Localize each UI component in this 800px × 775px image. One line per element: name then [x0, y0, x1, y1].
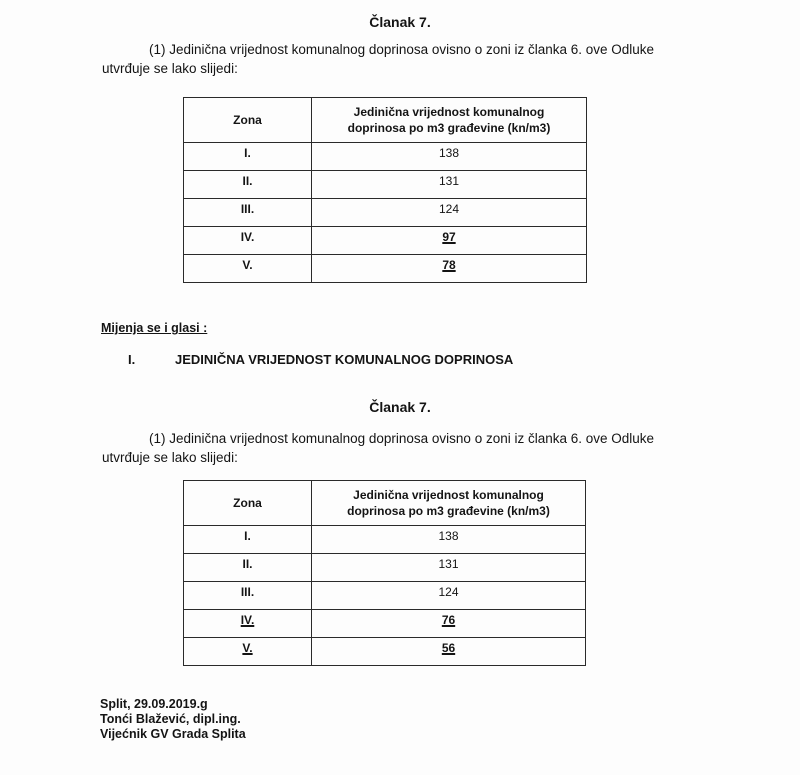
table-row: [184, 171, 587, 199]
signature-role: Vijećnik GV Grada Splita: [100, 727, 246, 741]
table-row: [184, 255, 587, 283]
table-row: [184, 526, 586, 554]
value-cell: 131: [312, 171, 587, 199]
zone-cell: III.: [184, 582, 312, 610]
section-title: JEDINIČNA VRIJEDNOST KOMUNALNOG DOPRINOSA: [175, 352, 514, 367]
original-article-title: Članak 7.: [369, 14, 431, 30]
value-cell: [312, 227, 587, 255]
zone-cell: III.: [184, 199, 312, 227]
value-text: 97: [442, 230, 456, 244]
amended-paragraph-line2: utvrđuje se lako slijedi:: [102, 450, 238, 465]
amended-paragraph-line1: (1) Jedinična vrijednost komunalnog doprinosa ovisno o zoni iz članka 6. ove Odluke: [149, 431, 655, 446]
amended-zone-table: [183, 480, 586, 666]
header-value-line1: Jedinična vrijednost komunalnog: [353, 105, 545, 119]
zone-cell: I.: [184, 143, 312, 171]
header-value: [312, 98, 587, 143]
signature-place-date: Split, 29.09.2019.g: [100, 697, 208, 711]
value-text: 78: [442, 258, 456, 272]
value-cell: 138: [312, 526, 586, 554]
value-cell: [312, 255, 587, 283]
table-row: [184, 554, 586, 582]
original-paragraph-line2: utvrđuje se lako slijedi:: [102, 61, 238, 76]
header-value-line1: Jedinična vrijednost komunalnog: [353, 488, 544, 502]
zone-cell: [184, 638, 312, 666]
section-number: I.: [128, 352, 136, 367]
header-value: [312, 481, 586, 526]
zone-cell: I.: [184, 526, 312, 554]
table-row: [184, 638, 586, 666]
value-cell: 138: [312, 143, 587, 171]
zone-text: IV.: [240, 613, 255, 627]
table-row: [184, 610, 586, 638]
zone-text: V.: [242, 641, 253, 655]
table-row: [184, 143, 587, 171]
header-value-line2: doprinosa po m3 građevine (kn/m3): [347, 504, 550, 518]
value-cell: [312, 610, 586, 638]
amended-paragraph: [102, 429, 702, 467]
amendment-label: Mijenja se i glasi :: [101, 321, 208, 335]
amended-article-title: Članak 7.: [369, 399, 431, 415]
table-header-row: [184, 98, 587, 143]
value-cell: [312, 638, 586, 666]
table-row: [184, 199, 587, 227]
original-zone-table: [183, 97, 587, 283]
zone-cell: II.: [184, 554, 312, 582]
value-cell: 124: [312, 199, 587, 227]
table-row: [184, 582, 586, 610]
original-paragraph: [102, 40, 702, 78]
value-text: 56: [441, 641, 456, 655]
original-paragraph-line1: (1) Jedinična vrijednost komunalnog doprinosa ovisno o zoni iz članka 6. ove Odluke: [149, 42, 655, 57]
zone-cell: IV.: [184, 227, 312, 255]
zone-cell: II.: [184, 171, 312, 199]
value-text: 76: [441, 613, 456, 627]
signature-name: Tonći Blažević, dipl.ing.: [100, 712, 241, 726]
value-cell: 131: [312, 554, 586, 582]
zone-cell: V.: [184, 255, 312, 283]
header-zone: Zona: [184, 98, 312, 143]
signature-block: [100, 697, 246, 742]
value-cell: 124: [312, 582, 586, 610]
header-zone: Zona: [184, 481, 312, 526]
zone-cell: [184, 610, 312, 638]
table-header-row: [184, 481, 586, 526]
header-value-line2: doprinosa po m3 građevine (kn/m3): [347, 121, 551, 135]
table-row: [184, 227, 587, 255]
